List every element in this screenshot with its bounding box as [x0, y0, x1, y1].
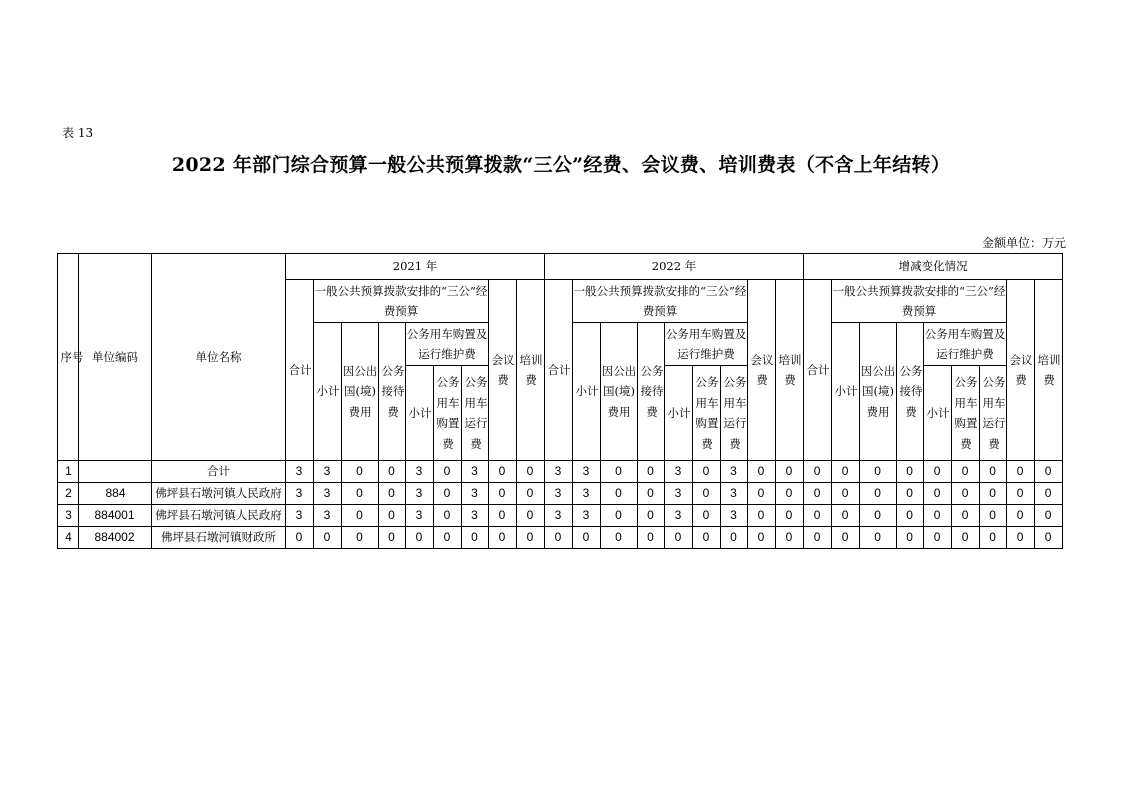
- cell-value: 0: [804, 483, 832, 505]
- header-meeting-text: 会议费: [1009, 352, 1033, 387]
- cell-value: 3: [545, 461, 573, 483]
- header-name: 单位名称: [152, 254, 286, 461]
- cell-value: 3: [462, 483, 489, 505]
- header-training: [517, 280, 545, 461]
- cell-value: 0: [489, 483, 517, 505]
- cell-value: 3: [406, 505, 434, 527]
- header-reception: [897, 323, 924, 461]
- cell-value: 0: [952, 505, 980, 527]
- header-group: 增减变化情况: [804, 254, 1063, 280]
- header-abroad: 因公出国(境)费用: [601, 323, 638, 461]
- cell-value: 3: [462, 461, 489, 483]
- cell-value: 0: [776, 505, 804, 527]
- header-vehicle: 公务用车购置及运行维护费: [924, 323, 1007, 366]
- header-vehicle: 公务用车购置及运行维护费: [406, 323, 489, 366]
- cell-value: 3: [721, 483, 748, 505]
- budget-table: [57, 253, 1063, 549]
- cell-value: 0: [832, 527, 860, 549]
- cell-value: 0: [832, 461, 860, 483]
- cell-value: 3: [573, 483, 601, 505]
- cell-value: 3: [406, 483, 434, 505]
- header-group: 2022 年: [545, 254, 804, 280]
- cell-value: 0: [601, 461, 638, 483]
- cell-value: 0: [980, 505, 1007, 527]
- cell-value: 0: [379, 483, 406, 505]
- table-row: [58, 527, 1063, 549]
- header-training-text: 培训费: [778, 352, 802, 387]
- cell-value: 0: [601, 505, 638, 527]
- cell-value: 0: [601, 527, 638, 549]
- cell-seq: 4: [58, 527, 79, 549]
- header-vehicle-purchase-text: 公务用车购置费: [954, 375, 978, 451]
- cell-value: 0: [897, 483, 924, 505]
- cell-value: 0: [1035, 461, 1063, 483]
- cell-seq: 1: [58, 461, 79, 483]
- cell-value: 0: [693, 461, 721, 483]
- cell-value: 0: [832, 483, 860, 505]
- cell-value: 0: [517, 527, 545, 549]
- header-vehicle-operation: [980, 366, 1007, 461]
- cell-value: 0: [517, 483, 545, 505]
- cell-value: 0: [489, 527, 517, 549]
- cell-value: 0: [638, 483, 665, 505]
- header-sangong: 一般公共预算拨款安排的“三公”经费预算: [573, 280, 748, 323]
- cell-name: 佛坪县石墩河镇财政所: [152, 527, 286, 549]
- table-row: [58, 483, 1063, 505]
- cell-value: 0: [980, 461, 1007, 483]
- cell-name: 合计: [152, 461, 286, 483]
- header-subtotal-text: 小计: [575, 384, 599, 399]
- header-vehicle-purchase: [434, 366, 462, 461]
- cell-value: 0: [860, 461, 897, 483]
- cell-value: 3: [545, 505, 573, 527]
- cell-value: 0: [693, 483, 721, 505]
- cell-code: 884002: [79, 527, 152, 549]
- header-meeting-text: 会议费: [750, 352, 774, 387]
- cell-value: 0: [342, 505, 379, 527]
- header-seq: [58, 254, 84, 461]
- header-meeting-text: 会议费: [491, 352, 515, 387]
- header-subtotal: [573, 323, 601, 461]
- header-training: [1035, 280, 1063, 461]
- cell-value: 0: [1007, 505, 1035, 527]
- cell-code: [79, 461, 152, 483]
- cell-seq: 2: [58, 483, 79, 505]
- cell-value: 0: [314, 527, 342, 549]
- amount-unit: 金额单位：万元: [981, 236, 1066, 250]
- header-training: [776, 280, 804, 461]
- cell-value: 0: [804, 505, 832, 527]
- cell-value: 3: [286, 461, 314, 483]
- cell-value: 0: [924, 483, 952, 505]
- cell-value: 3: [721, 461, 748, 483]
- header-reception-text: 公务接待费: [899, 363, 923, 419]
- cell-value: 0: [286, 527, 314, 549]
- header-sangong: 一般公共预算拨款安排的“三公”经费预算: [832, 280, 1007, 323]
- cell-value: 0: [924, 527, 952, 549]
- header-abroad: 因公出国(境)费用: [342, 323, 379, 461]
- cell-value: 0: [748, 527, 776, 549]
- cell-value: 0: [1007, 461, 1035, 483]
- cell-value: 0: [952, 461, 980, 483]
- cell-value: 0: [434, 461, 462, 483]
- header-total-text: 合计: [288, 362, 312, 377]
- cell-code: 884001: [79, 505, 152, 527]
- header-vehicle-operation-text: 公务用车运行费: [723, 375, 747, 451]
- header-total: [804, 280, 832, 461]
- header-subtotal: [314, 323, 342, 461]
- cell-value: 3: [665, 483, 693, 505]
- header-code: 单位编码: [79, 254, 152, 461]
- cell-value: 0: [1035, 505, 1063, 527]
- header-total: [286, 280, 314, 461]
- cell-value: 3: [573, 505, 601, 527]
- cell-value: 0: [638, 527, 665, 549]
- cell-value: 3: [286, 505, 314, 527]
- cell-value: 0: [952, 483, 980, 505]
- table-row: [58, 461, 1063, 483]
- cell-value: 0: [693, 505, 721, 527]
- header-vehicle-subtotal: [406, 366, 434, 461]
- cell-code: 884: [79, 483, 152, 505]
- header-vehicle-operation-text: 公务用车运行费: [982, 375, 1006, 451]
- cell-value: 3: [545, 483, 573, 505]
- cell-name: 佛坪县石墩河镇人民政府: [152, 505, 286, 527]
- cell-value: 0: [897, 527, 924, 549]
- header-vehicle-subtotal: [924, 366, 952, 461]
- cell-value: 0: [462, 527, 489, 549]
- header-total-text: 合计: [547, 362, 571, 377]
- cell-value: 0: [545, 527, 573, 549]
- header-total: [545, 280, 573, 461]
- cell-value: 0: [924, 505, 952, 527]
- header-meeting: [489, 280, 517, 461]
- cell-value: 0: [489, 505, 517, 527]
- cell-value: 3: [721, 505, 748, 527]
- cell-value: 0: [693, 527, 721, 549]
- cell-value: 3: [573, 461, 601, 483]
- header-vehicle-subtotal: [665, 366, 693, 461]
- cell-value: 0: [379, 461, 406, 483]
- cell-value: 0: [748, 505, 776, 527]
- header-vehicle-subtotal-text: 小计: [408, 405, 432, 420]
- cell-value: 0: [776, 483, 804, 505]
- header-vehicle-purchase-text: 公务用车购置费: [436, 375, 460, 451]
- header-training-text: 培训费: [519, 352, 543, 387]
- header-reception: [379, 323, 406, 461]
- cell-value: 0: [434, 483, 462, 505]
- page-title: 2022 年部门综合预算一般公共预算拨款“三公”经费、会议费、培训费表（不含上年结转）: [171, 154, 951, 176]
- cell-value: 0: [379, 505, 406, 527]
- cell-value: 0: [342, 527, 379, 549]
- cell-value: 0: [638, 505, 665, 527]
- header-abroad: 因公出国(境)费用: [860, 323, 897, 461]
- header-reception-text: 公务接待费: [381, 363, 405, 419]
- header-seq-text: 序号: [60, 349, 84, 364]
- header-subtotal-text: 小计: [316, 384, 340, 399]
- cell-value: 3: [286, 483, 314, 505]
- cell-value: 3: [665, 461, 693, 483]
- header-total-text: 合计: [806, 362, 830, 377]
- header-vehicle-operation-text: 公务用车运行费: [464, 375, 488, 451]
- cell-seq: 3: [58, 505, 79, 527]
- cell-value: 0: [517, 461, 545, 483]
- header-vehicle-purchase: [693, 366, 721, 461]
- header-vehicle-subtotal-text: 小计: [926, 405, 950, 420]
- header-reception-text: 公务接待费: [640, 363, 664, 419]
- cell-value: 3: [665, 505, 693, 527]
- header-vehicle: 公务用车购置及运行维护费: [665, 323, 748, 366]
- cell-value: 0: [804, 461, 832, 483]
- cell-value: 3: [314, 505, 342, 527]
- cell-value: 0: [434, 505, 462, 527]
- cell-value: 0: [342, 483, 379, 505]
- cell-value: 0: [924, 461, 952, 483]
- cell-value: 0: [860, 505, 897, 527]
- table-row: [58, 505, 1063, 527]
- cell-value: 0: [342, 461, 379, 483]
- cell-value: 0: [748, 461, 776, 483]
- cell-value: 0: [952, 527, 980, 549]
- cell-value: 0: [804, 527, 832, 549]
- cell-value: 0: [897, 505, 924, 527]
- header-reception: [638, 323, 665, 461]
- cell-value: 3: [406, 461, 434, 483]
- cell-name: 佛坪县石墩河镇人民政府: [152, 483, 286, 505]
- table-number: 表 13: [62, 126, 94, 140]
- cell-value: 0: [980, 527, 1007, 549]
- header-vehicle-operation: [721, 366, 748, 461]
- cell-value: 0: [379, 527, 406, 549]
- cell-value: 0: [832, 505, 860, 527]
- cell-value: 0: [980, 483, 1007, 505]
- cell-value: 0: [1035, 483, 1063, 505]
- header-subtotal: [832, 323, 860, 461]
- cell-value: 0: [665, 527, 693, 549]
- cell-value: 0: [860, 527, 897, 549]
- header-meeting: [1007, 280, 1035, 461]
- header-group: 2021 年: [286, 254, 545, 280]
- header-sangong: 一般公共预算拨款安排的“三公”经费预算: [314, 280, 489, 323]
- cell-value: 0: [1035, 527, 1063, 549]
- cell-value: 0: [721, 527, 748, 549]
- cell-value: 0: [1007, 527, 1035, 549]
- cell-value: 3: [314, 483, 342, 505]
- cell-value: 0: [638, 461, 665, 483]
- cell-value: 0: [897, 461, 924, 483]
- header-vehicle-operation: [462, 366, 489, 461]
- cell-value: 0: [406, 527, 434, 549]
- cell-value: 0: [601, 483, 638, 505]
- cell-value: 0: [489, 461, 517, 483]
- header-vehicle-purchase: [952, 366, 980, 461]
- cell-value: 0: [748, 483, 776, 505]
- header-meeting: [748, 280, 776, 461]
- header-vehicle-subtotal-text: 小计: [667, 405, 691, 420]
- cell-value: 0: [434, 527, 462, 549]
- cell-value: 3: [462, 505, 489, 527]
- cell-value: 0: [860, 483, 897, 505]
- cell-value: 0: [776, 461, 804, 483]
- cell-value: 0: [776, 527, 804, 549]
- cell-value: 3: [314, 461, 342, 483]
- header-subtotal-text: 小计: [834, 384, 858, 399]
- cell-value: 0: [517, 505, 545, 527]
- cell-value: 0: [573, 527, 601, 549]
- cell-value: 0: [1007, 483, 1035, 505]
- header-training-text: 培训费: [1037, 352, 1061, 387]
- header-vehicle-purchase-text: 公务用车购置费: [695, 375, 719, 451]
